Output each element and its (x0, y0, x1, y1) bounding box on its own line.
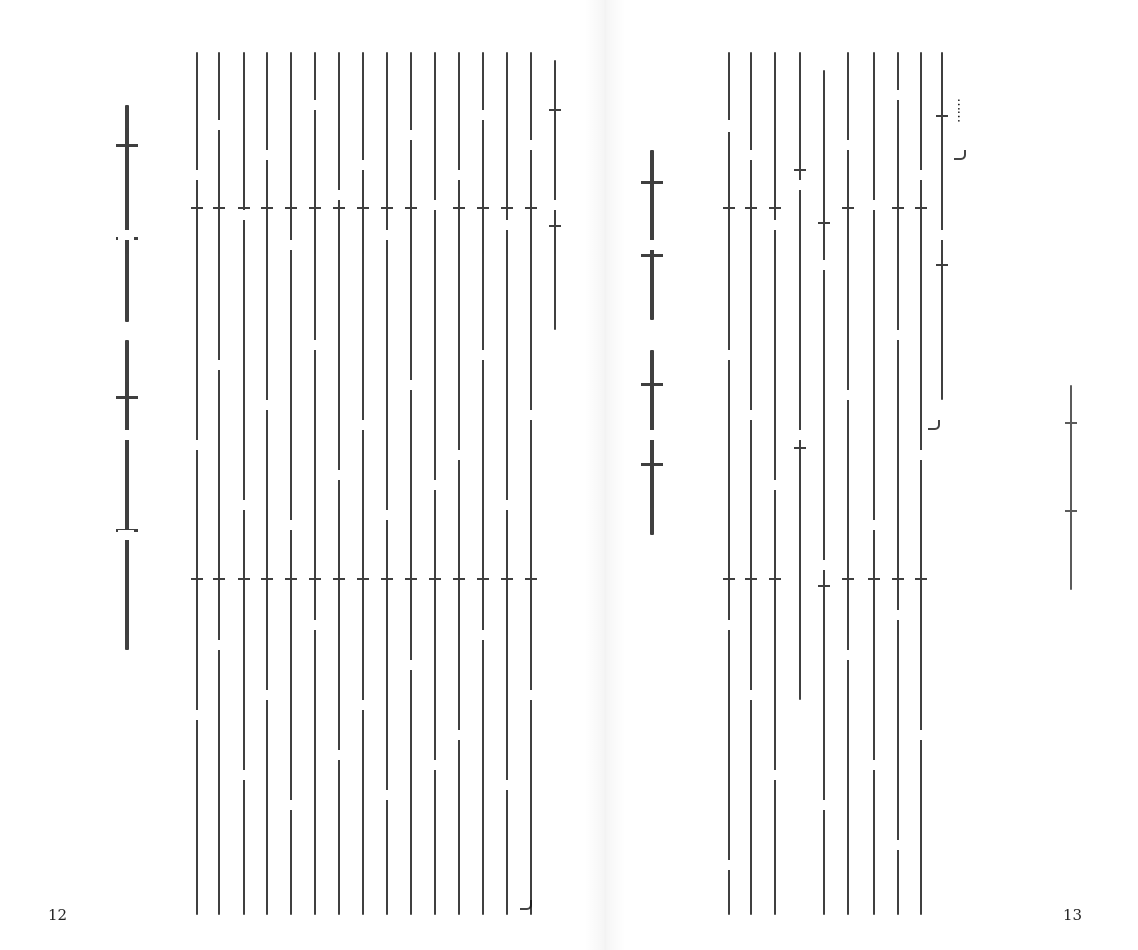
word-gap (913, 450, 929, 460)
word-gap (451, 170, 467, 180)
word-gap (840, 140, 856, 150)
continuation-ellipsis: …… (954, 98, 969, 122)
word-gap (379, 510, 395, 520)
punctuation-mark (954, 150, 966, 160)
section-title-right (650, 150, 654, 320)
word-gap (721, 620, 737, 630)
word-gap (743, 690, 759, 700)
body-line (410, 52, 412, 915)
word-gap (211, 640, 227, 650)
word-gap (211, 360, 227, 370)
word-gap (403, 130, 419, 140)
body-line (554, 60, 556, 330)
word-gap (451, 450, 467, 460)
word-gap (331, 470, 347, 480)
word-gap (767, 480, 783, 490)
body-line (897, 52, 899, 915)
body-line (530, 52, 532, 915)
body-line (314, 52, 316, 915)
body-line (290, 52, 292, 915)
word-gap (475, 630, 491, 640)
word-gap (236, 210, 252, 220)
body-line (873, 52, 875, 915)
word-gap (118, 530, 134, 540)
word-gap (307, 340, 323, 350)
word-gap (283, 520, 299, 530)
word-gap (475, 110, 491, 120)
section-title-left (125, 105, 129, 322)
body-line (920, 52, 922, 915)
word-gap (451, 730, 467, 740)
word-gap (403, 660, 419, 670)
page-number-right: 13 (1063, 906, 1083, 924)
page-number-left: 12 (48, 906, 68, 924)
word-gap (475, 350, 491, 360)
word-gap (792, 180, 808, 190)
word-gap (890, 840, 906, 850)
word-gap (816, 560, 832, 570)
word-gap (523, 690, 539, 700)
body-line (823, 70, 825, 915)
word-gap (427, 760, 443, 770)
word-gap (890, 330, 906, 340)
word-gap (523, 410, 539, 420)
page-gutter (585, 0, 625, 950)
section-title-right (650, 350, 654, 535)
word-gap (721, 120, 737, 132)
body-line (196, 52, 198, 915)
word-gap (355, 420, 371, 430)
body-line (458, 52, 460, 915)
word-gap (743, 150, 759, 160)
word-gap (236, 500, 252, 510)
word-gap (523, 140, 539, 150)
word-gap (721, 860, 737, 870)
body-line (266, 52, 268, 915)
word-gap (743, 410, 759, 420)
word-gap (840, 390, 856, 400)
body-line (482, 52, 484, 915)
word-gap (499, 780, 515, 790)
word-gap (283, 800, 299, 810)
word-gap (643, 240, 659, 250)
word-gap (913, 170, 929, 180)
word-gap (934, 230, 950, 240)
word-gap (767, 770, 783, 780)
punctuation-mark (928, 420, 940, 430)
word-gap (355, 700, 371, 710)
word-gap (331, 190, 347, 200)
punctuation-mark (520, 900, 532, 910)
word-gap (189, 440, 205, 450)
body-line (338, 52, 340, 915)
word-gap (211, 120, 227, 130)
word-gap (189, 710, 205, 720)
word-gap (189, 170, 205, 180)
word-gap (547, 200, 563, 210)
running-head-right (1070, 385, 1072, 590)
word-gap (427, 200, 443, 210)
body-line (799, 52, 801, 700)
body-line (386, 52, 388, 915)
word-gap (236, 770, 252, 780)
word-gap (403, 380, 419, 390)
section-title-left (125, 340, 129, 650)
word-gap (259, 400, 275, 410)
word-gap (379, 790, 395, 800)
word-gap (499, 220, 515, 230)
body-line (728, 52, 730, 915)
word-gap (643, 430, 659, 440)
word-gap (866, 200, 882, 210)
word-gap (307, 620, 323, 630)
word-gap (283, 240, 299, 250)
word-gap (913, 730, 929, 740)
word-gap (890, 610, 906, 620)
word-gap (816, 260, 832, 270)
word-gap (840, 650, 856, 660)
body-line (362, 52, 364, 915)
word-gap (355, 160, 371, 170)
word-gap (118, 230, 134, 240)
word-gap (890, 90, 906, 100)
word-gap (118, 430, 134, 440)
word-gap (331, 750, 347, 760)
word-gap (866, 520, 882, 530)
body-line (218, 52, 220, 915)
word-gap (792, 430, 808, 440)
word-gap (259, 150, 275, 160)
body-line (750, 52, 752, 915)
word-gap (259, 690, 275, 700)
body-line (941, 52, 943, 400)
body-line (847, 52, 849, 915)
word-gap (499, 500, 515, 510)
word-gap (767, 220, 783, 230)
body-line (243, 52, 245, 915)
word-gap (721, 350, 737, 360)
word-gap (816, 800, 832, 810)
word-gap (307, 100, 323, 110)
word-gap (379, 230, 395, 240)
word-gap (427, 480, 443, 490)
word-gap (866, 760, 882, 770)
